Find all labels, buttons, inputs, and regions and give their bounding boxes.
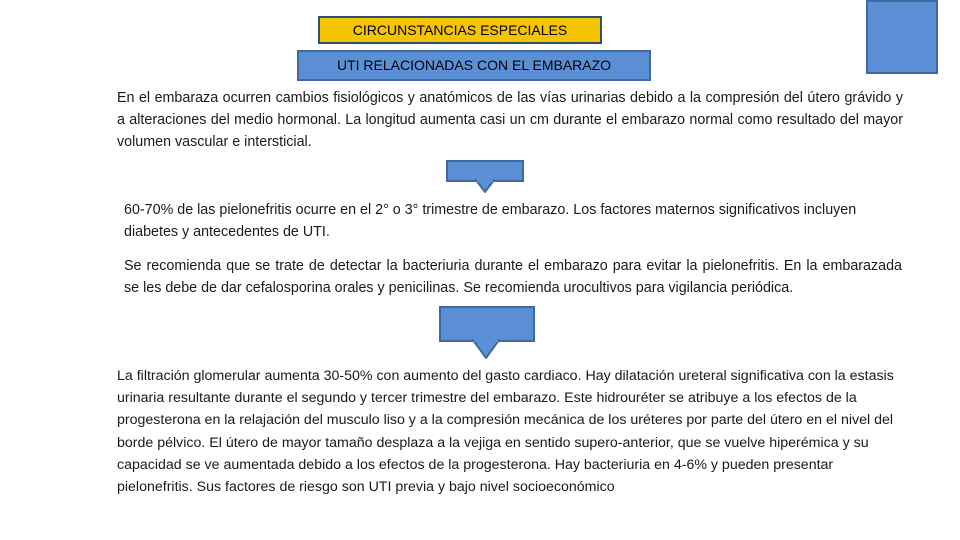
section-title: CIRCUNSTANCIAS ESPECIALES [318,16,602,44]
paragraph-recommendations: Se recomienda que se trate de detectar la bacteriuria durante el embarazo para evitar la pielonefritis. En la embarazada se les debe de dar cefalosporina orales y penicilinas. Se recomienda urocultivos para vigilancia periódica. [124,258,902,296]
paragraph-anatomical-changes: En el embaraza ocurren cambios fisiológicos y anatómicos de las vías urinarias debido a la compresión del útero grávido y a alteraciones del medio hormonal. La longitud aumenta casi un cm durante el embarazo normal como resultado del mayor volumen vascular e intersticial. [117,90,903,150]
paragraph-physiology-details: La filtración glomerular aumenta 30-50% con aumento del gasto cardiaco. Hay dilatación ureteral significativa con la estasis urinaria resultante durante el segundo y tercer trimestre del embarazo. Este hidrouréter se atribuye a los efectos de la progesterona en la relajación del musculo liso y a la compresión mecánica de los uréteres por parte del útero en el nivel del borde pélvico. El útero de mayor tamaño desplaza a la vejiga en sentido supero-anterior, que se vuelve hiperémica y su capacidad se ve aumentada debido a los efectos de la progesterona. Hay bacteriuria en 4-6% y pueden presentar pielonefritis. Sus factores de riesgo son UTI previa y bajo nivel socioeconómico [117,368,894,496]
decorative-blue-square [866,0,938,74]
arrow-down-icon [446,160,524,194]
arrow-down-icon [439,306,535,360]
paragraph-pyelonephritis-stats: 60-70% de las pielonefritis ocurre en el 2° o 3° trimestre de embarazo. Los factores maternos significativos incluyen diabetes y antecedentes de UTI. [124,202,857,240]
section-subtitle: UTI RELACIONADAS CON EL EMBARAZO [297,50,651,81]
